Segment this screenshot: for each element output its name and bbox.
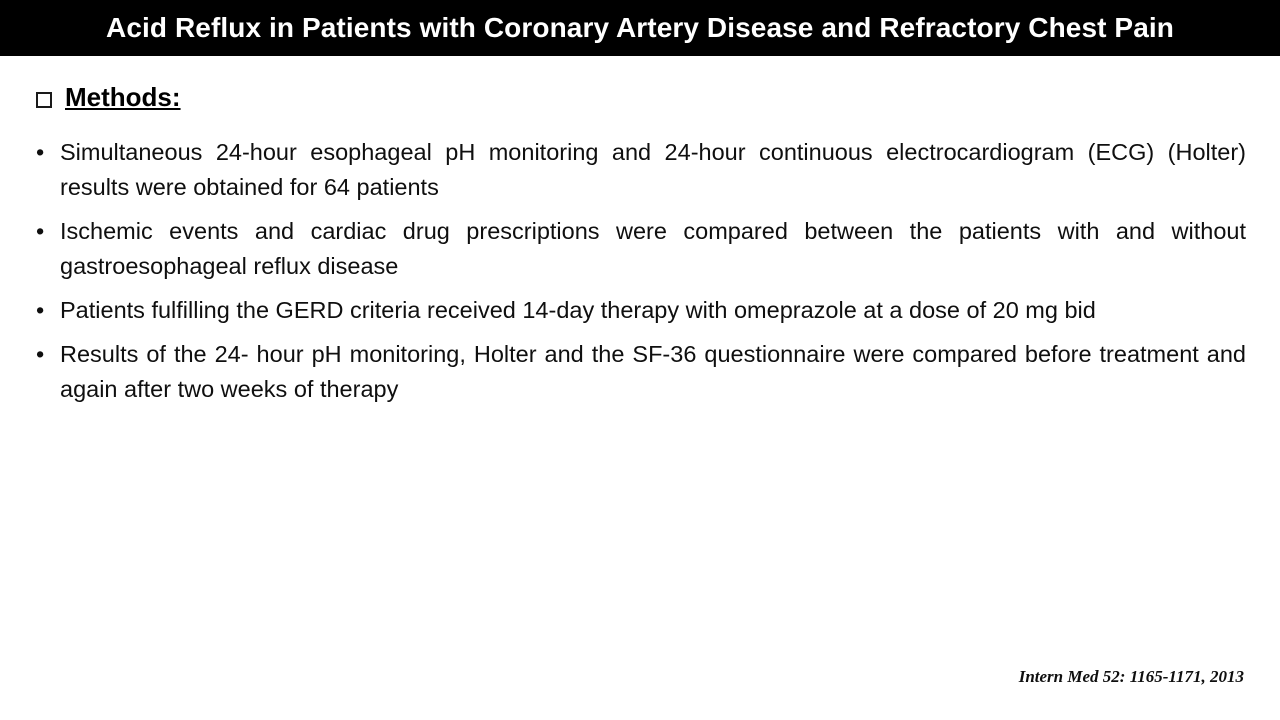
bullet-dot-icon: •: [36, 297, 45, 323]
bullet-dot-icon: •: [36, 218, 45, 244]
bullet-list: [30, 135, 1246, 407]
bullet-dot-icon: •: [36, 139, 45, 165]
slide-title-bar: [0, 0, 1280, 56]
list-item: [30, 337, 1246, 407]
section-heading: [36, 82, 1246, 113]
list-item-text: Patients fulfilling the GERD criteria received 14-day therapy with omeprazole at a dose of 20 mg bid: [60, 297, 1096, 323]
list-item: [30, 293, 1246, 328]
section-heading-label: Methods:: [65, 82, 181, 112]
citation-text: Intern Med 52: 1165-1171, 2013: [1018, 667, 1244, 686]
list-item-text: Ischemic events and cardiac drug prescriptions were compared between the patients with and without gastroesophageal reflux disease: [60, 218, 1246, 279]
list-item-text: Simultaneous 24-hour esophageal pH monitoring and 24-hour continuous electrocardiogram (ECG) (Holter) results were obtained for 64 patients: [60, 139, 1246, 200]
bullet-dot-icon: •: [36, 341, 45, 367]
page-title: Acid Reflux in Patients with Coronary Artery Disease and Refractory Chest Pain: [106, 12, 1174, 43]
slide-body: [0, 56, 1280, 720]
list-item: [30, 135, 1246, 205]
list-item-text: Results of the 24- hour pH monitoring, Holter and the SF-36 questionnaire were compared before treatment and again after two weeks of therapy: [60, 341, 1246, 402]
list-item: [30, 214, 1246, 284]
square-bullet-icon: [36, 92, 52, 108]
